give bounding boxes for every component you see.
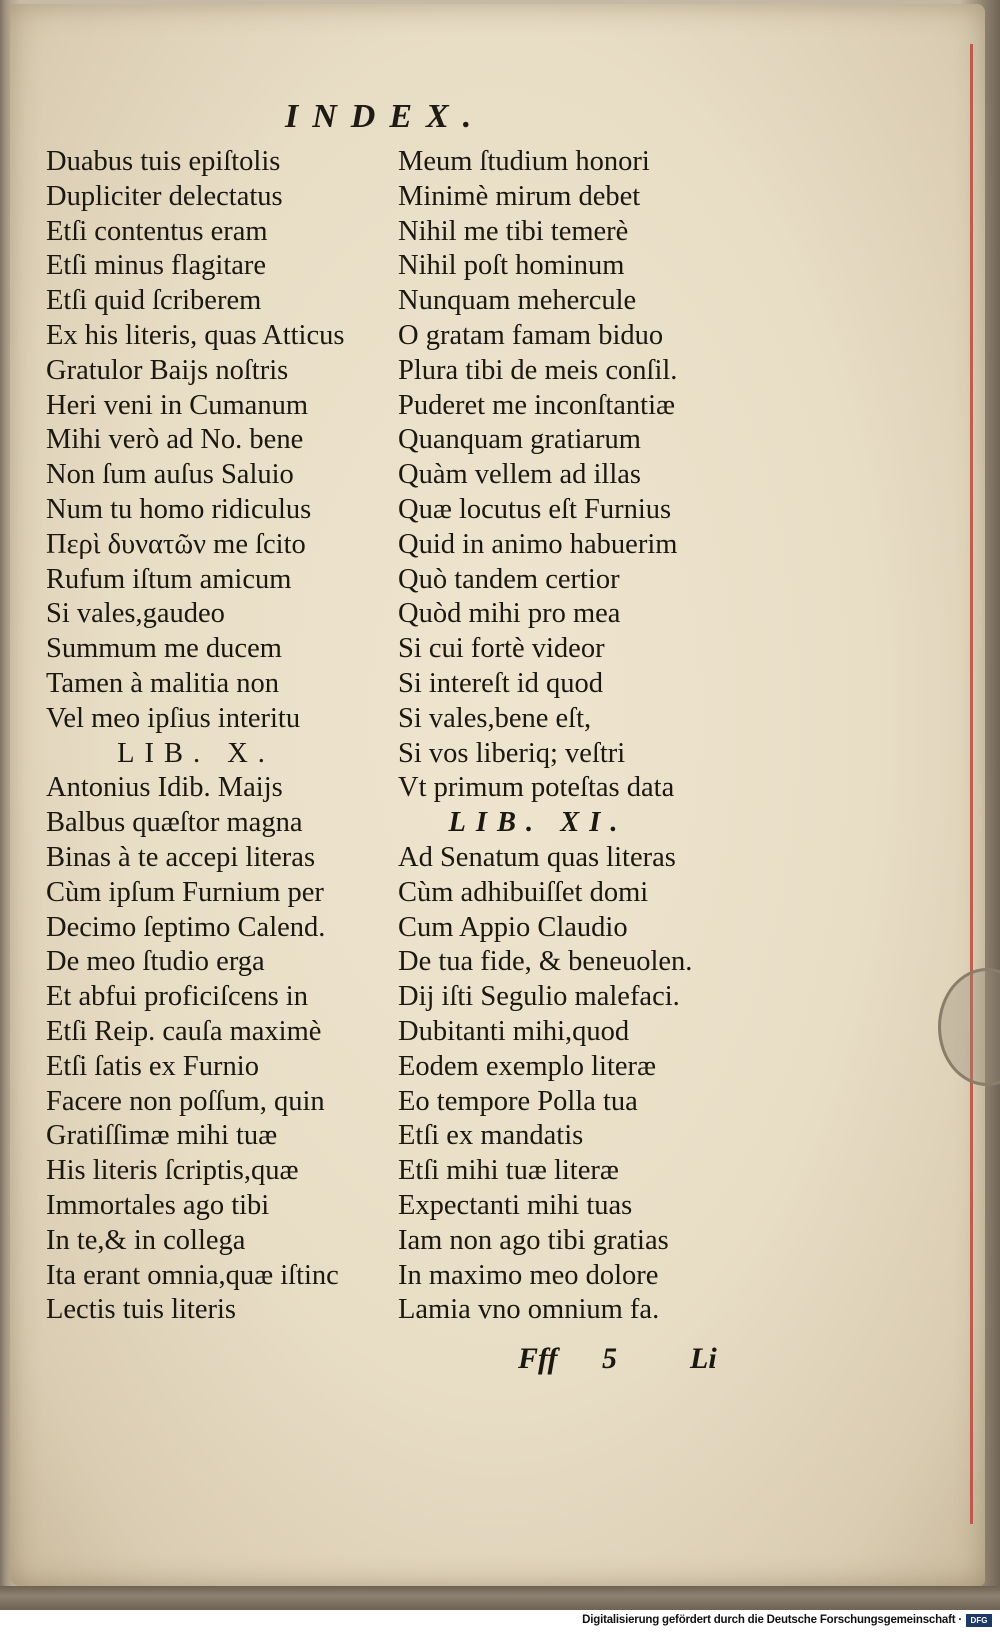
- index-entry: Si vales,gaudeo: [46, 598, 225, 630]
- index-entry: Etſi minus flagitare: [46, 250, 267, 282]
- index-entry: Binas à te accepi literas: [46, 841, 316, 873]
- signature-number: 5: [602, 1342, 617, 1375]
- index-entry: Si vos liberiq; veſtri: [398, 737, 626, 769]
- index-entry: Vel meo ipſius interitu: [46, 702, 301, 734]
- index-entry: Gratiſſimæ mihi tuæ: [46, 1120, 278, 1152]
- book-edge-bottom: [0, 1586, 1000, 1610]
- index-entry: Etſi Reip. cauſa maximè: [46, 1015, 322, 1047]
- index-entry: Gratulor Baijs noſtris: [46, 354, 289, 386]
- index-entry: Et abfui proficiſcens in: [46, 981, 308, 1013]
- index-entry: Lectis tuis literis: [46, 1294, 236, 1326]
- index-entry: In maximo meo dolore: [398, 1259, 659, 1291]
- index-entry: Eo tempore Polla tua: [398, 1085, 638, 1117]
- index-entry: De meo ſtudio erga: [46, 946, 265, 978]
- index-entry: Quàm vellem ad illas: [398, 459, 641, 491]
- page-title: INDEX.: [285, 98, 486, 135]
- index-entry: De tua fide, & beneuolen.: [398, 946, 693, 978]
- index-entry: Quanquam gratiarum: [398, 424, 641, 456]
- right-column: [398, 145, 692, 1328]
- index-entry: Quid in animo habuerim: [398, 528, 678, 560]
- index-entry: Si cui fortè videor: [398, 633, 605, 665]
- index-entry: Quòd mihi pro mea: [398, 598, 621, 630]
- index-entry: Duabus tuis epiſtolis: [46, 146, 281, 177]
- index-entry: Etſi ſatis ex Furnio: [46, 1050, 259, 1082]
- index-entry: Immortales ago tibi: [46, 1189, 270, 1221]
- index-entry: Puderet me inconſtantiæ: [398, 389, 676, 421]
- index-entry: Περὶ δυνατῶν me ſcito: [46, 528, 306, 560]
- index-entry: Vt primum poteſtas data: [398, 772, 675, 804]
- index-entry: Si intereſt id quod: [398, 667, 604, 699]
- index-entry: Expectanti mihi tuas: [398, 1189, 633, 1221]
- index-entry: Nunquam mehercule: [398, 285, 637, 317]
- book-heading: LIB. X.: [117, 737, 275, 769]
- index-entry: Lamia vno omnium fa.: [398, 1294, 660, 1326]
- index-entry: Cum Appio Claudio: [398, 911, 628, 943]
- index-entry: Iam non ago tibi gratias: [398, 1224, 669, 1256]
- index-entry: Mihi verò ad No. bene: [46, 424, 304, 456]
- index-entry: Antonius Idib. Maijs: [46, 772, 283, 804]
- left-column: [46, 145, 346, 1328]
- index-entry: In te,& in collega: [46, 1224, 246, 1256]
- book-heading: LIB. XI.: [448, 807, 628, 839]
- index-entry: Rufum iſtum amicum: [46, 563, 292, 595]
- index-entry: Quò tandem certior: [398, 563, 620, 595]
- index-entry: Si vales,bene eſt,: [398, 702, 592, 734]
- index-entry: Facere non poſſum, quin: [46, 1085, 325, 1117]
- index-entry: Tamen à malitia non: [46, 667, 280, 699]
- catchword: Li: [690, 1342, 717, 1375]
- index-entry: Ad Senatum quas literas: [398, 841, 676, 873]
- index-entry: Non ſum auſus Saluio: [46, 459, 294, 491]
- index-entry: Dubitanti mihi,quod: [398, 1015, 630, 1047]
- index-entry: Nihil me tibi temerè: [398, 215, 629, 247]
- index-entry: Meum ſtudium honori: [398, 146, 650, 177]
- signature-mark: Fff: [518, 1342, 558, 1375]
- index-entry: Etſi ex mandatis: [398, 1120, 584, 1152]
- index-entry: Cùm ipſum Furnium per: [46, 876, 324, 908]
- index-entry: Ex his literis, quas Atticus: [46, 319, 345, 351]
- index-entry: Summum me ducem: [46, 633, 282, 665]
- index-entry: Etſi quid ſcriberem: [46, 285, 262, 317]
- index-entry: Minimè mirum debet: [398, 180, 641, 212]
- index-entry: Plura tibi de meis conſil.: [398, 354, 678, 386]
- footer-bar: [0, 1610, 1000, 1632]
- index-entry: Num tu homo ridiculus: [46, 493, 312, 525]
- index-entry: O gratam famam biduo: [398, 319, 664, 351]
- index-entry: Heri veni in Cumanum: [46, 389, 308, 421]
- index-entry: Ita erant omnia,quæ iſtinc: [46, 1259, 339, 1291]
- dfg-logo: DFG: [966, 1614, 992, 1627]
- index-entry: Cùm adhibuiſſet domi: [398, 876, 649, 908]
- digitization-credit: Digitalisierung gefördert durch die Deutsche Forschungsgemeinschaft ·: [582, 1614, 962, 1626]
- red-page-edge: [970, 44, 973, 1524]
- index-entry: Etſi contentus eram: [46, 215, 268, 247]
- index-entry: Balbus quæſtor magna: [46, 807, 303, 839]
- index-entry: Etſi mihi tuæ literæ: [398, 1155, 619, 1187]
- index-entry: His literis ſcriptis,quæ: [46, 1155, 299, 1187]
- index-entry: Nihil poſt hominum: [398, 250, 625, 282]
- index-entry: Quæ locutus eſt Furnius: [398, 493, 672, 525]
- index-entry: Decimo ſeptimo Calend.: [46, 911, 326, 943]
- index-entry: Dupliciter delectatus: [46, 180, 283, 212]
- index-entry: Eodem exemplo literæ: [398, 1050, 657, 1082]
- index-entry: Dij iſti Segulio malefaci.: [398, 981, 680, 1013]
